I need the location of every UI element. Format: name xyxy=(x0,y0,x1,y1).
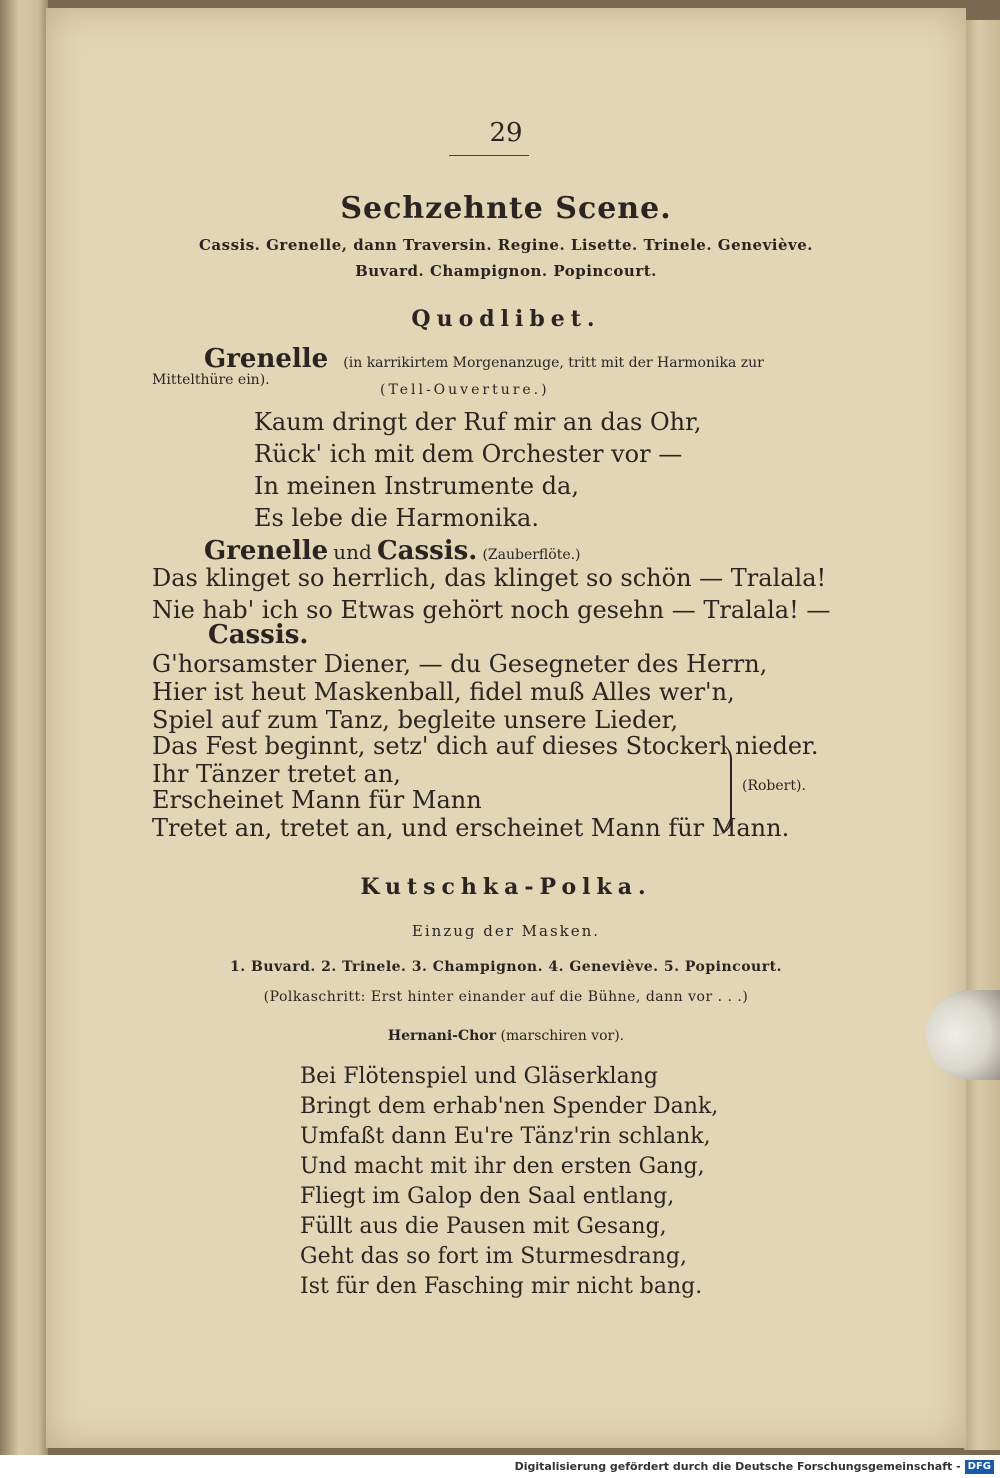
dfg-logo: DFG xyxy=(965,1460,994,1474)
robert-note: (Robert). xyxy=(742,778,806,794)
page-number: 29 xyxy=(489,118,523,148)
direction-text-2: Mittelthüre ein). xyxy=(152,372,270,388)
speaker-grenelle-duet: Grenelle xyxy=(204,536,329,566)
cast-line-2: Buvard. Champignon. Popincourt. xyxy=(355,262,657,280)
speaker-cassis: Cassis. xyxy=(208,620,309,650)
verse-line: Hier ist heut Maskenball, fidel muß Alles wer'n, xyxy=(152,678,735,706)
speaker-cassis-duet: Cassis. xyxy=(376,536,478,566)
grenelle-stage-direction xyxy=(204,344,764,374)
chor-heading xyxy=(46,1028,966,1044)
verse-line: Nie hab' ich so Etwas gehört noch gesehn — Tralala! — xyxy=(152,596,831,624)
verse-line: Es lebe die Harmonika. xyxy=(254,504,539,532)
verse-line: Rück' ich mit dem Orchester vor — xyxy=(254,440,683,468)
book-page xyxy=(46,8,966,1448)
speaker-grenelle: Grenelle xyxy=(204,344,329,374)
footer-text: Digitalisierung gefördert durch die Deutsche Forschungsgemeinschaft - xyxy=(514,1460,961,1473)
verse-line: Bei Flötenspiel und Gläserklang xyxy=(300,1064,658,1089)
footer-bar xyxy=(0,1455,1000,1478)
brace xyxy=(716,743,732,835)
left-page-edge xyxy=(0,0,48,1455)
cast-line-1: Cassis. Grenelle, dann Traversin. Regine. Lisette. Trinele. Geneviève. xyxy=(198,236,814,254)
duet-speakers xyxy=(204,536,581,566)
verse-line: Das Fest beginnt, setz' dich auf dieses Stockerl nieder. xyxy=(152,732,819,760)
verse-line: Umfaßt dann Eu're Tänz'rin schlank, xyxy=(300,1124,711,1149)
verse-line: Füllt aus die Pausen mit Gesang, xyxy=(300,1214,667,1239)
tune-tell-ouverture: (Tell-Ouverture.) xyxy=(380,382,550,398)
tune-zauberfloete: (Zauberflöte.) xyxy=(482,547,581,563)
polka-direction: (Polkaschritt: Erst hinter einander auf die Bühne, dann vor . . .) xyxy=(263,989,749,1005)
chor-direction: (marschiren vor). xyxy=(500,1028,625,1044)
verse-line: Spiel auf zum Tanz, begleite unsere Lieder, xyxy=(152,706,679,734)
chor-label: Hernani-Chor xyxy=(387,1028,496,1044)
verse-line: Tretet an, tretet an, und erscheinet Mann für Mann. xyxy=(152,814,790,842)
scene-title: Sechzehnte Scene. xyxy=(340,191,672,226)
masks-order: 1. Buvard. 2. Trinele. 3. Champignon. 4. Geneviève. 5. Popincourt. xyxy=(230,959,782,975)
verse-line: Das klinget so herrlich, das klinget so schön — Tralala! xyxy=(152,564,827,592)
page-number-rule xyxy=(449,155,529,156)
verse-line: Geht das so fort im Sturmesdrang, xyxy=(300,1244,687,1269)
verse-line: Ist für den Fasching mir nicht bang. xyxy=(300,1274,703,1299)
and-word: und xyxy=(333,540,372,564)
verse-line: Ihr Tänzer tretet an, xyxy=(152,760,401,788)
direction-text-1: (in karrikirtem Morgenanzuge, tritt mit der Harmonika zur xyxy=(343,355,764,371)
verse-line: Bringt dem erhab'nen Spender Dank, xyxy=(300,1094,719,1119)
right-page-edge xyxy=(964,20,1000,1450)
verse-line: G'horsamster Diener, — du Gesegneter des Herrn, xyxy=(152,650,768,678)
section-heading-kutschka-polka: Kutschka-Polka. xyxy=(360,874,652,900)
verse-line: Kaum dringt der Ruf mir an das Ohr, xyxy=(254,408,702,436)
verse-line: In meinen Instrumente da, xyxy=(254,472,579,500)
einzug-der-masken: Einzug der Masken. xyxy=(411,922,601,940)
section-heading-quodlibet: Quodlibet. xyxy=(411,306,601,332)
verse-line: Erscheinet Mann für Mann xyxy=(152,786,482,814)
verse-line: Und macht mit ihr den ersten Gang, xyxy=(300,1154,705,1179)
verse-line: Fliegt im Galop den Saal entlang, xyxy=(300,1184,675,1209)
